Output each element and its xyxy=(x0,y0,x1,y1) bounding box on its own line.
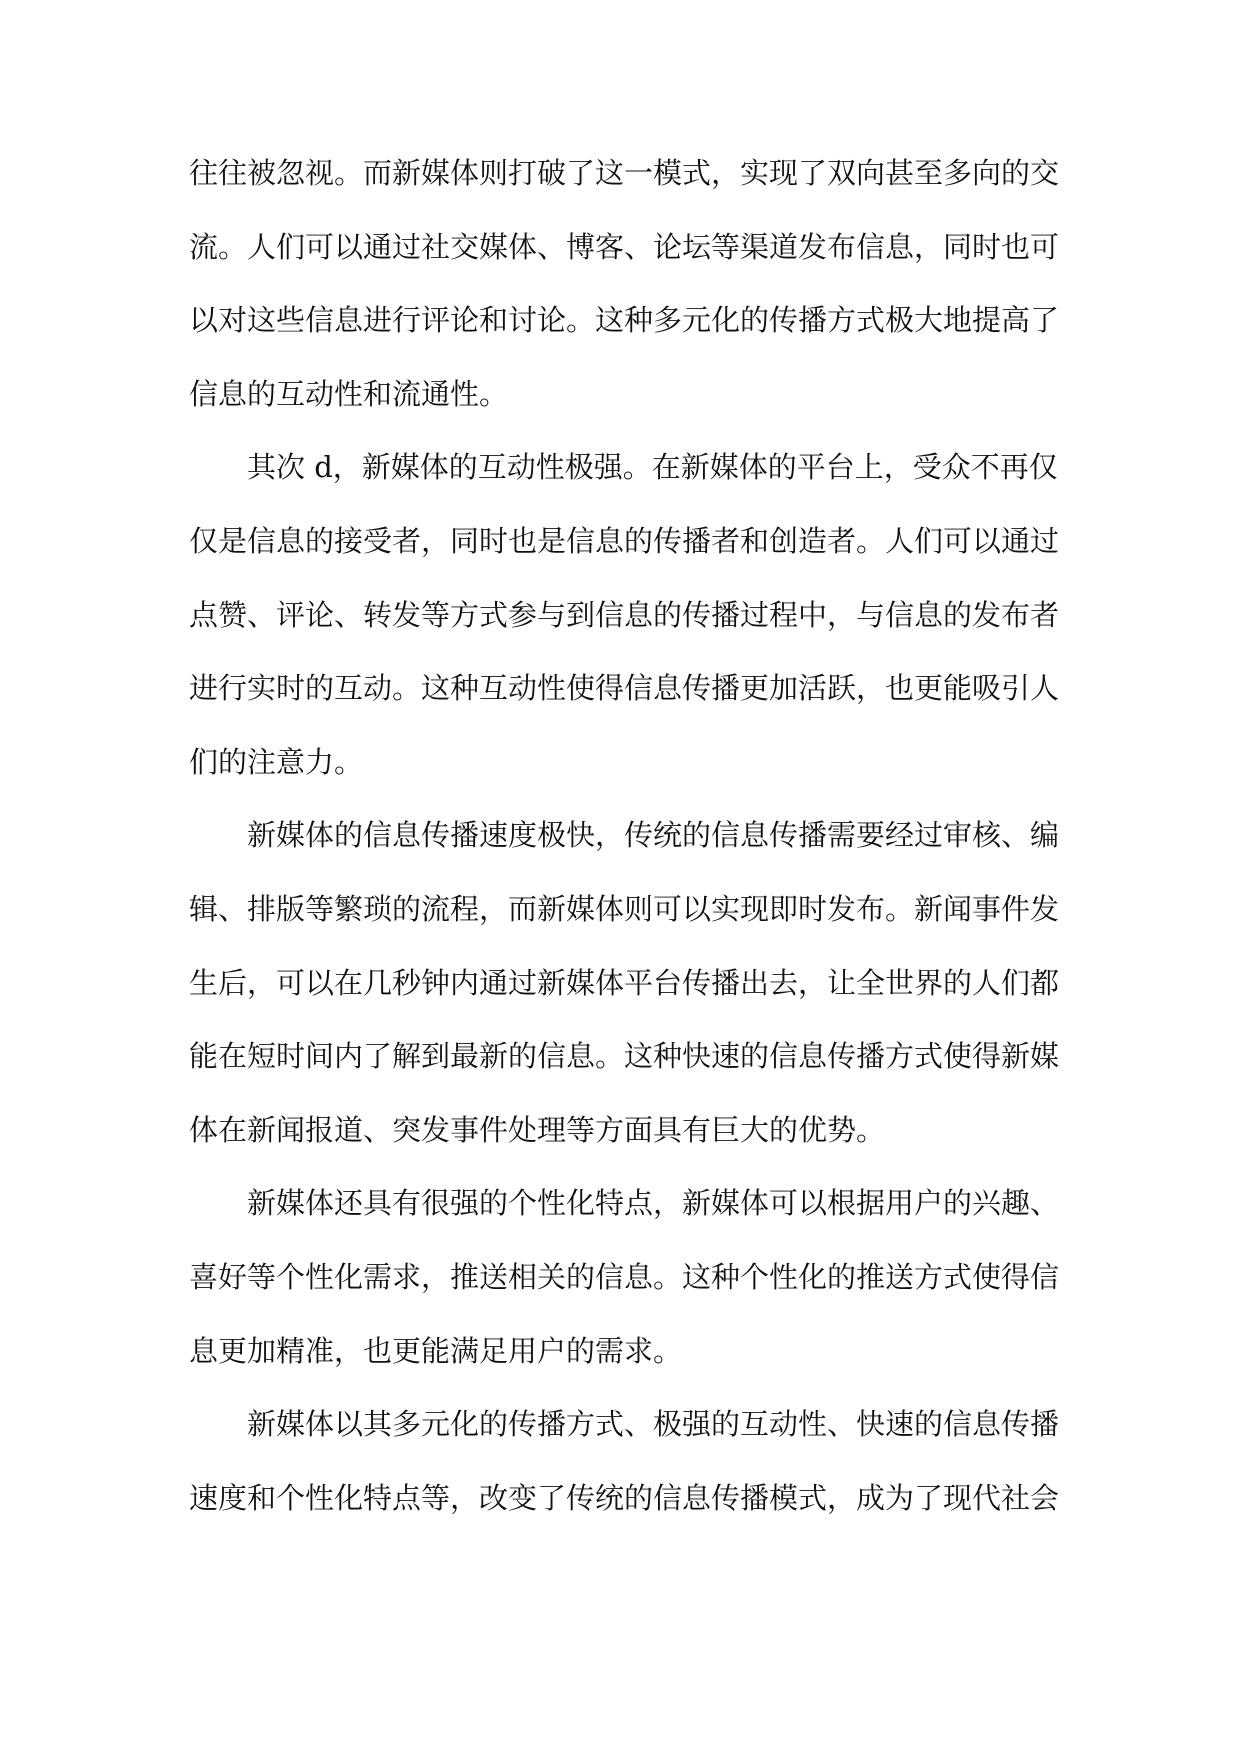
document-body xyxy=(189,137,1059,1535)
paragraph-first-line: 其次 d，新媒体的互动性极强。在新媒体的平台上，受众不再仅 xyxy=(247,450,1058,485)
text-line: 点赞、评论、转发等方式参与到信息的传播过程中，与信息的发布者 xyxy=(189,597,1060,632)
paragraph-first-line: 新媒体的信息传播速度极快，传统的信息传播需要经过审核、编 xyxy=(247,818,1060,853)
text-line: 息更加精准，也更能满足用户的需求。 xyxy=(189,1333,683,1368)
text-line: 往往被忽视。而新媒体则打破了这一模式，实现了双向甚至多向的交 xyxy=(189,156,1060,190)
text-line: 流。人们可以通过社交媒体、博客、论坛等渠道发布信息，同时也可 xyxy=(189,229,1060,264)
text-line: 体在新闻报道、突发事件处理等方面具有巨大的优势。 xyxy=(189,1112,886,1147)
text-line: 喜好等个性化需求，推送相关的信息。这种个性化的推送方式使得信 xyxy=(189,1259,1060,1294)
paragraph-first-line: 新媒体以其多元化的传播方式、极强的互动性、快速的信息传播 xyxy=(247,1407,1060,1442)
text-line: 们的注意力。 xyxy=(189,744,364,779)
text-line: 辑、排版等繁琐的流程，而新媒体则可以实现即时发布。新闻事件发 xyxy=(189,891,1060,926)
text-line: 生后，可以在几秒钟内通过新媒体平台传播出去，让全世界的人们都 xyxy=(189,965,1060,1000)
paragraph-first-line: 新媒体还具有很强的个性化特点，新媒体可以根据用户的兴趣、 xyxy=(247,1186,1060,1221)
text-line: 速度和个性化特点等，改变了传统的信息传播模式，成为了现代社会 xyxy=(189,1480,1060,1515)
text-line: 进行实时的互动。这种互动性使得信息传播更加活跃，也更能吸引人 xyxy=(189,671,1060,706)
text-line: 能在短时间内了解到最新的信息。这种快速的信息传播方式使得新媒 xyxy=(189,1039,1060,1074)
text-line: 以对这些信息进行评论和讨论。这种多元化的传播方式极大地提高了 xyxy=(189,303,1060,338)
text-line: 仅是信息的接受者，同时也是信息的传播者和创造者。人们可以通过 xyxy=(189,523,1060,558)
text-line: 信息的互动性和流通性。 xyxy=(189,376,509,411)
